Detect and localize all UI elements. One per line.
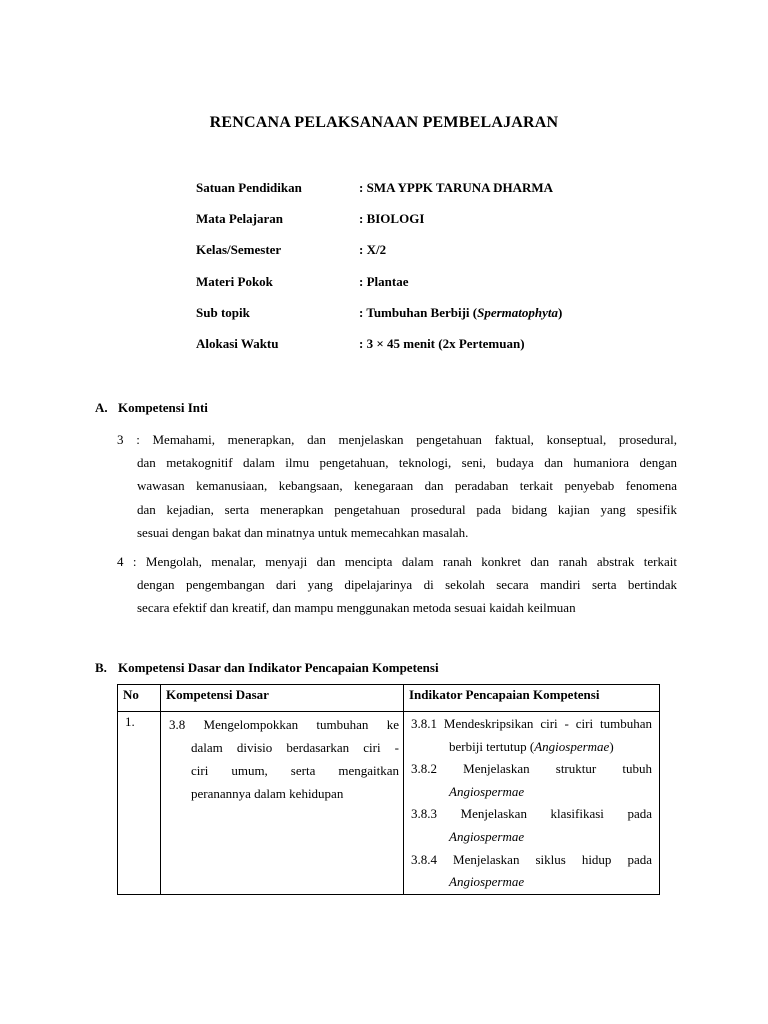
ki-line: 4 : Mengolah, menalar, menyaji dan mencipta dalam ranah konkret dan ranah abstrak terkait [117, 554, 677, 569]
table-header-row [118, 685, 660, 712]
indicator-line [411, 826, 652, 849]
indicator-list [404, 712, 659, 894]
meta-value-italic: Spermatophyta [477, 304, 559, 320]
meta-value: : X/2 [359, 242, 387, 258]
meta-value: : Plantae [359, 273, 409, 289]
indicator-line: 3.8.1 Mendeskripsikan ciri - ciri tumbuhan [411, 716, 652, 731]
indicator-line [411, 736, 652, 759]
kd-line: 3.8 Mengelompokkan tumbuhan ke [169, 717, 399, 732]
document-title: RENCANA PELAKSANAAN PEMBELAJARAN [209, 114, 559, 131]
meta-value-pre: : Tumbuhan Berbiji ( [359, 304, 478, 320]
meta-value: : SMA YPPK TARUNA DHARMA [359, 180, 554, 195]
meta-value: : BIOLOGI [359, 211, 425, 227]
meta-label: Satuan Pendidikan [196, 180, 302, 195]
ki-line: 3 : Memahami, menerapkan, dan menjelaskan pengetahuan faktual, konseptual, prosedural, [117, 432, 677, 447]
kd-line: ciri umum, serta mengaitkan [191, 763, 399, 778]
indicator-line [411, 871, 652, 894]
section-a-heading [95, 400, 208, 416]
meta-row-subtopik [196, 305, 562, 336]
section-letter: A. [95, 400, 108, 415]
ki-line: sesuai dengan bakat dan minatnya untuk memecahkan masalah. [137, 524, 469, 540]
ki-line: dengan pengembangan dari yang dipelajarinya di sekolah secara mandiri serta bertindak [137, 577, 677, 593]
row-number: 1. [118, 712, 161, 895]
meta-value [359, 305, 562, 336]
ki-line: dan kejadian, serta menerapkan pengetahuan prosedural pada bidang kajian yang spesifik [137, 501, 677, 517]
header-no: No [118, 685, 161, 712]
meta-label: Materi Pokok [196, 273, 273, 289]
ki-line: wawasan kemanusiaan, kebangsaan, kenegaraan dan peradaban terkait penyebab fenomena [137, 478, 677, 494]
indicator-line: 3.8.2 Menjelaskan struktur tubuh [411, 761, 652, 777]
meta-value-post: ) [558, 304, 563, 320]
ki-4-paragraph [117, 550, 677, 620]
ki-3-paragraph [117, 428, 677, 544]
indicator-italic: Angiospermae [449, 828, 525, 844]
identity-block [196, 180, 562, 367]
indicator-cell [404, 712, 660, 895]
meta-label: Sub topik [196, 304, 250, 320]
indicator-item [411, 713, 652, 758]
indicator-line: 3.8.3 Menjelaskan klasifikasi pada [411, 806, 652, 822]
kd-cell [161, 712, 404, 895]
kd-line: peranannya dalam kehidupan [191, 786, 344, 801]
indicator-italic: Angiospermae [449, 783, 525, 799]
ki-line: secara efektif dan kreatif, dan mampu menggunakan metoda sesuai kaidah keilmuan [137, 600, 576, 616]
header-indikator: Indikator Pencapaian Kompetensi [404, 685, 660, 712]
competency-table [117, 684, 660, 895]
indicator-line: 3.8.4 Menjelaskan siklus hidup pada [411, 851, 652, 867]
section-b-heading [95, 660, 439, 676]
indicator-item [411, 803, 652, 848]
meta-row-satuan [196, 180, 562, 211]
section-title: Kompetensi Dasar dan Indikator Pencapaian Kompetensi [118, 660, 439, 675]
indicator-text: berbiji tertutup ( [449, 738, 535, 754]
ki-line: dan metakognitif dalam ilmu pengetahuan, teknologi, seni, budaya dan humaniora dengan [137, 455, 677, 471]
meta-row-alokasi [196, 336, 562, 367]
indicator-line [411, 781, 652, 804]
header-kompetensi-dasar: Kompetensi Dasar [161, 685, 404, 712]
section-title: Kompetensi Inti [118, 400, 208, 415]
table-row [118, 712, 660, 895]
kd-line: dalam divisio berdasarkan ciri - [191, 740, 399, 755]
kd-text [161, 712, 403, 805]
indicator-italic: Angiospermae [534, 738, 610, 754]
meta-label: Mata Pelajaran [196, 211, 284, 227]
indicator-item [411, 758, 652, 803]
meta-row-materi [196, 274, 562, 305]
meta-row-kelas [196, 242, 562, 273]
indicator-text: ) [609, 738, 614, 754]
meta-label: Kelas/Semester [196, 242, 282, 258]
meta-label: Alokasi Waktu [196, 335, 279, 351]
meta-row-mapel [196, 211, 562, 242]
indicator-italic: Angiospermae [449, 874, 525, 890]
meta-value: : 3 × 45 menit (2x Pertemuan) [359, 335, 525, 351]
indicator-item [411, 849, 652, 894]
section-letter: B. [95, 660, 107, 675]
